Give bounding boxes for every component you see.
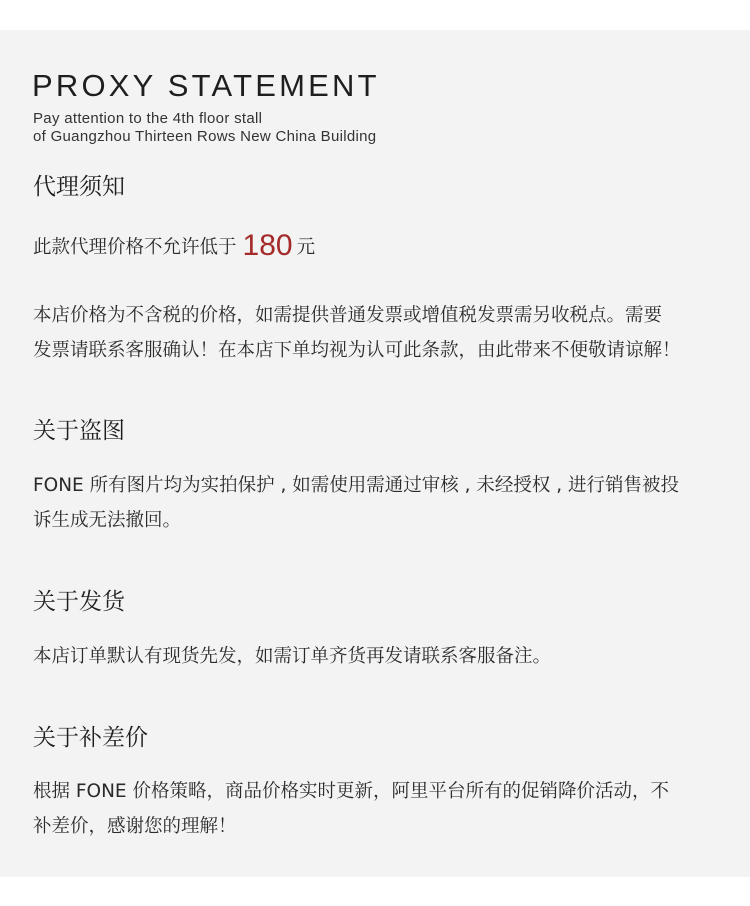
page-title: PROXY STATEMENT: [32, 68, 380, 103]
price-difference-paragraph: [33, 774, 733, 844]
proxy-notice-paragraph: [33, 298, 733, 368]
price-value: 180: [242, 229, 293, 262]
statement-panel: [0, 30, 750, 877]
page-subtitle: [33, 110, 376, 146]
section-heading-shipping: 关于发货: [33, 589, 125, 615]
paragraph-line: FONE 所有图片均为实拍保护 , 如需使用需通过审核 , 未经授权 , 进行销售被投: [33, 475, 680, 496]
paragraph-line: 本店订单默认有现货先发，如需订单齐货再发请联系客服备注。: [33, 646, 552, 667]
price-prefix: 此款代理价格不允许低于: [33, 237, 237, 258]
section-heading-price-difference: 关于补差价: [33, 725, 148, 751]
subtitle-line: of Guangzhou Thirteen Rows New China Building: [33, 128, 377, 145]
paragraph-line: 发票请联系客服确认！在本店下单均视为认可此条款，由此带来不便敬请谅解！: [33, 340, 681, 361]
paragraph-line: 诉生成无法撤回。: [33, 510, 182, 531]
minimum-price-line: [33, 226, 315, 268]
section-heading-image-theft: 关于盗图: [33, 418, 125, 444]
paragraph-line: 根据 FONE 价格策略，商品价格实时更新，阿里平台所有的促销降价活动，不: [33, 781, 669, 802]
price-unit: 元: [296, 237, 316, 258]
section-heading-proxy-notice: 代理须知: [33, 174, 125, 200]
shipping-paragraph: [33, 639, 733, 674]
paragraph-line: 补差价，感谢您的理解！: [33, 816, 237, 837]
subtitle-line: Pay attention to the 4th floor stall: [33, 110, 263, 127]
image-theft-paragraph: [33, 468, 733, 538]
paragraph-line: 本店价格为不含税的价格，如需提供普通发票或增值税发票需另收税点。需要: [33, 305, 663, 326]
